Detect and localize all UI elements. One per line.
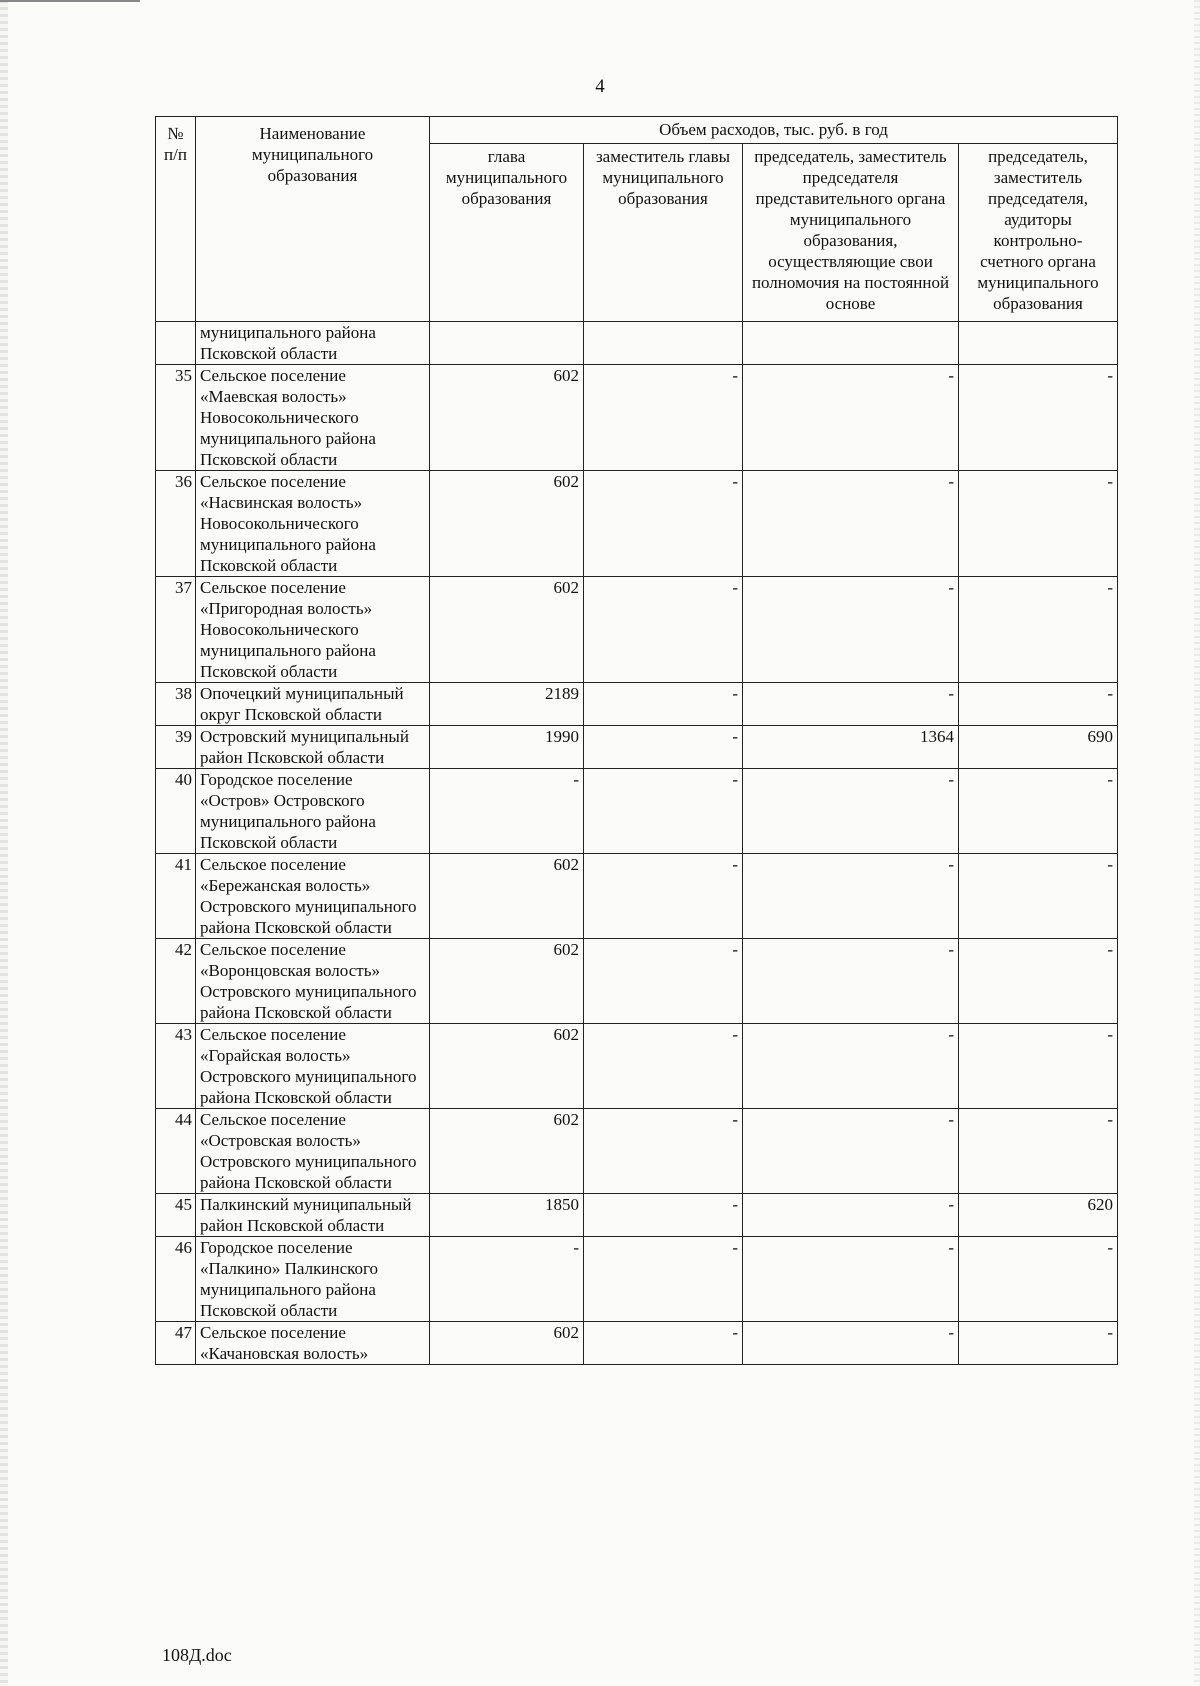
cell-chair-audit: - — [959, 471, 1118, 577]
page-number-container — [0, 76, 1200, 98]
cell-chair-representative: - — [743, 1194, 959, 1237]
table-row — [156, 1237, 1118, 1322]
cell-name: Сельское поселение «Пригородная волость» Новосокольнического муниципального района Псковской области — [196, 577, 430, 683]
header-expenses-group: Объем расходов, тыс. руб. в год — [430, 117, 1118, 144]
cell-head: 2189 — [430, 683, 584, 726]
table-row — [156, 726, 1118, 769]
cell-chair-audit: - — [959, 854, 1118, 939]
cell-num: 42 — [156, 939, 196, 1024]
table-header — [156, 117, 1118, 322]
cell-num: 36 — [156, 471, 196, 577]
cell-chair-representative: - — [743, 1024, 959, 1109]
cell-num: 37 — [156, 577, 196, 683]
cell-chair-audit: 690 — [959, 726, 1118, 769]
cell-chair-representative: - — [743, 577, 959, 683]
cell-chair-audit: - — [959, 1109, 1118, 1194]
cell-num: 38 — [156, 683, 196, 726]
scan-edge-left — [0, 0, 8, 1686]
cell-head: - — [430, 1237, 584, 1322]
cell-name: Палкинский муниципальный район Псковской области — [196, 1194, 430, 1237]
cell-chair-representative: - — [743, 939, 959, 1024]
table-row — [156, 365, 1118, 471]
cell-chair-audit — [959, 322, 1118, 365]
cell-deputy: - — [584, 471, 743, 577]
cell-head: 602 — [430, 854, 584, 939]
cell-chair-audit: - — [959, 769, 1118, 854]
cell-num: 45 — [156, 1194, 196, 1237]
cell-num: 46 — [156, 1237, 196, 1322]
cell-deputy: - — [584, 1237, 743, 1322]
cell-name: Сельское поселение «Насвинская волость» Новосокольнического муниципального района Псковской области — [196, 471, 430, 577]
cell-chair-audit: - — [959, 1322, 1118, 1365]
cell-deputy: - — [584, 726, 743, 769]
cell-chair-representative: - — [743, 1109, 959, 1194]
footer-filename: 108Д.doc — [162, 1645, 232, 1665]
table-row-continuation — [156, 322, 1118, 365]
cell-chair-representative: - — [743, 1322, 959, 1365]
cell-chair-representative: - — [743, 471, 959, 577]
cell-chair-representative: 1364 — [743, 726, 959, 769]
cell-chair-audit: - — [959, 1024, 1118, 1109]
header-name: Наименование муниципального образования — [196, 117, 430, 322]
cell-head: 602 — [430, 577, 584, 683]
cell-head: 602 — [430, 1024, 584, 1109]
header-col-chair-representative: председатель, заместитель председателя представительного органа муниципального образования, осуществляющие свои полномочия на постоянной основе — [743, 144, 959, 322]
cell-head — [430, 322, 584, 365]
scan-edge-right — [1194, 0, 1200, 1686]
cell-chair-representative: - — [743, 854, 959, 939]
cell-num: 39 — [156, 726, 196, 769]
cell-deputy: - — [584, 769, 743, 854]
table-row — [156, 854, 1118, 939]
header-num: № п/п — [156, 117, 196, 322]
table-row — [156, 1024, 1118, 1109]
cell-name: Сельское поселение «Бережанская волость» Островского муниципального района Псковской области — [196, 854, 430, 939]
table-row — [156, 939, 1118, 1024]
cell-name: Островский муниципальный район Псковской области — [196, 726, 430, 769]
cell-num: 41 — [156, 854, 196, 939]
cell-deputy: - — [584, 939, 743, 1024]
cell-chair-representative — [743, 322, 959, 365]
cell-deputy — [584, 322, 743, 365]
cell-head: - — [430, 769, 584, 854]
cell-num: 47 — [156, 1322, 196, 1365]
cell-chair-audit: - — [959, 365, 1118, 471]
cell-deputy: - — [584, 683, 743, 726]
table-row — [156, 577, 1118, 683]
header-col-chair-audit: председатель, заместитель председателя, аудиторы контрольно-счетного органа муниципального образования — [959, 144, 1118, 322]
cell-head: 1850 — [430, 1194, 584, 1237]
page-number: 4 — [595, 76, 605, 97]
cell-deputy: - — [584, 1109, 743, 1194]
cell-chair-representative: - — [743, 1237, 959, 1322]
cell-name: Городское поселение «Остров» Островского муниципального района Псковской области — [196, 769, 430, 854]
scan-top-line — [0, 0, 140, 2]
header-col-head: глава муниципального образования — [430, 144, 584, 322]
cell-name: муниципального района Псковской области — [196, 322, 430, 365]
table-body — [156, 322, 1118, 1365]
expenses-table-wrap — [155, 116, 1118, 1365]
cell-num: 44 — [156, 1109, 196, 1194]
cell-chair-audit: - — [959, 577, 1118, 683]
table-row — [156, 1109, 1118, 1194]
table-row — [156, 1194, 1118, 1237]
cell-num — [156, 322, 196, 365]
header-col-deputy: заместитель главы муниципального образования — [584, 144, 743, 322]
table-row — [156, 471, 1118, 577]
cell-num: 35 — [156, 365, 196, 471]
cell-chair-representative: - — [743, 365, 959, 471]
cell-head: 602 — [430, 1322, 584, 1365]
cell-chair-representative: - — [743, 683, 959, 726]
cell-deputy: - — [584, 1194, 743, 1237]
cell-chair-audit: 620 — [959, 1194, 1118, 1237]
cell-name: Опочецкий муниципальный округ Псковской области — [196, 683, 430, 726]
cell-name: Сельское поселение «Островская волость» Островского муниципального района Псковской области — [196, 1109, 430, 1194]
cell-deputy: - — [584, 1322, 743, 1365]
cell-deputy: - — [584, 854, 743, 939]
cell-chair-audit: - — [959, 683, 1118, 726]
cell-chair-audit: - — [959, 1237, 1118, 1322]
cell-chair-representative: - — [743, 769, 959, 854]
cell-head: 602 — [430, 939, 584, 1024]
cell-name: Сельское поселение «Воронцовская волость» Островского муниципального района Псковской области — [196, 939, 430, 1024]
cell-name: Сельское поселение «Горайская волость» Островского муниципального района Псковской области — [196, 1024, 430, 1109]
table-row — [156, 769, 1118, 854]
cell-chair-audit: - — [959, 939, 1118, 1024]
cell-deputy: - — [584, 577, 743, 683]
cell-deputy: - — [584, 365, 743, 471]
cell-head: 602 — [430, 1109, 584, 1194]
expenses-table — [155, 116, 1118, 1365]
cell-num: 43 — [156, 1024, 196, 1109]
cell-deputy: - — [584, 1024, 743, 1109]
cell-head: 1990 — [430, 726, 584, 769]
table-row — [156, 683, 1118, 726]
cell-name: Сельское поселение «Маевская волость» Новосокольнического муниципального района Псковской области — [196, 365, 430, 471]
cell-name: Городское поселение «Палкино» Палкинского муниципального района Псковской области — [196, 1237, 430, 1322]
cell-head: 602 — [430, 471, 584, 577]
cell-name: Сельское поселение «Качановская волость» — [196, 1322, 430, 1365]
cell-head: 602 — [430, 365, 584, 471]
cell-num: 40 — [156, 769, 196, 854]
table-row — [156, 1322, 1118, 1365]
